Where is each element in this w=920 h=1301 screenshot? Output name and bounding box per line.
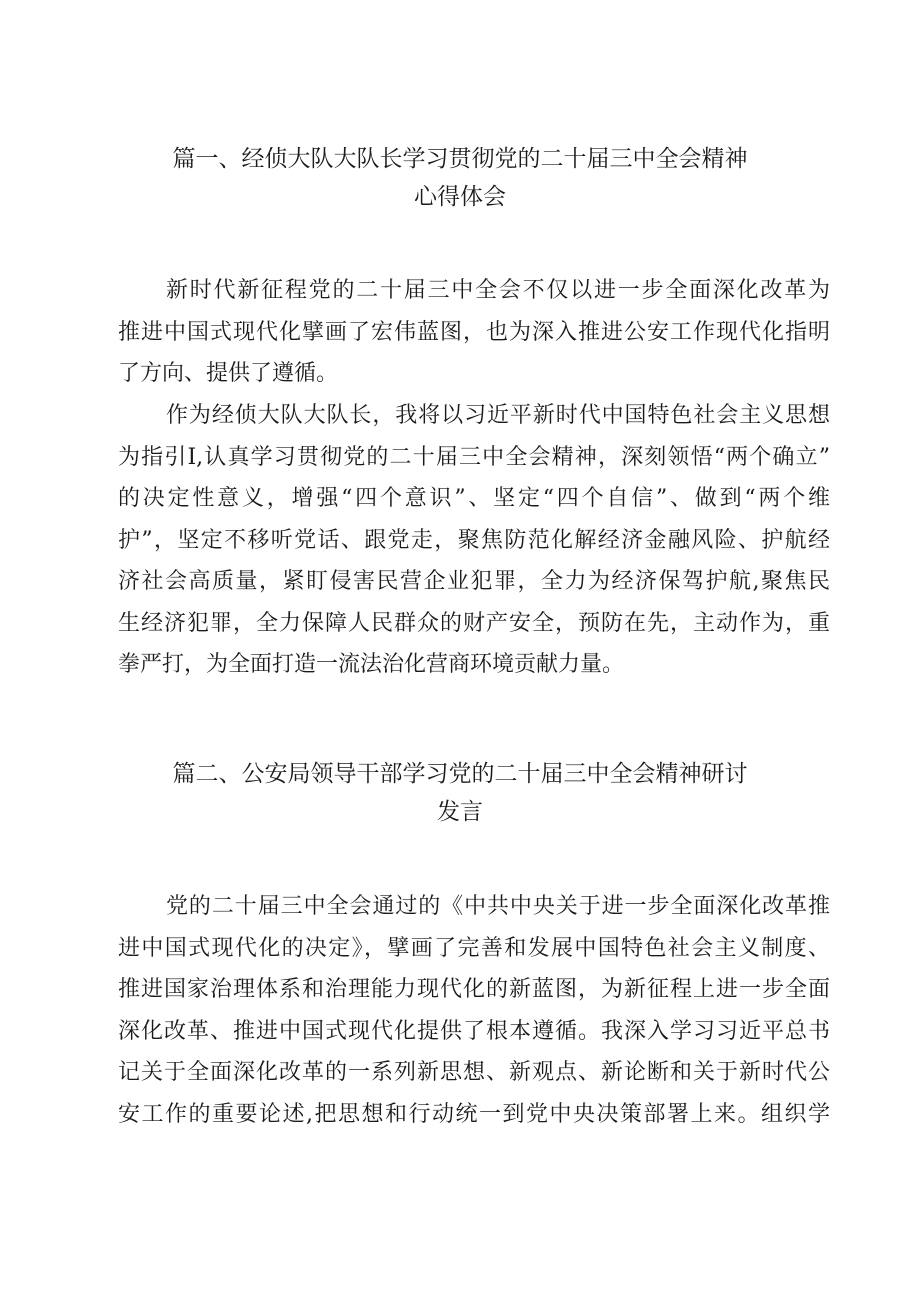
text-line: 护”，坚定不移听党话、跟党走，聚焦防范化解经济金融风险、护航经 [118,527,830,553]
section-1-title-line-1: 篇一、经侦大队大队长学习贯彻党的二十届三中全会精神 [172,146,748,172]
text-line: 推进中国式现代化擘画了宏伟蓝图，也为深入推进公安工作现代化指明 [118,319,830,345]
section-1-title [0,140,920,216]
text-line: 记关于全面深化改革的一系列新思想、新观点、新论断和关于新时代公 [118,1060,830,1085]
section-2-paragraph-1 [118,886,830,1135]
text-line: 作为经侦大队大队长，我将以习近平新时代中国特色社会主义思想 [166,403,830,428]
text-line: 进中国式现代化的决定》，擘画了完善和发展中国特色社会主义制度、 [118,935,830,961]
section-1-paragraph-1 [118,270,830,395]
section-1-title-line-2: 心得体会 [414,184,506,210]
text-line: 推进国家治理体系和治理能力现代化的新蓝图，为新征程上进一步全面 [118,977,830,1002]
text-line: 拳严打，为全面打造一流法治化营商环境贡献力量。 [118,652,625,677]
text-line: 安工作的重要论述,把思想和行动统一到党中央决策部署上来。组织学 [118,1101,830,1127]
text-line: 为指引I,认真学习贯彻党的二十届三中全会精神，深刻领悟“两个确立” [118,444,830,470]
section-2-title-line-1: 篇二、公安局领导干部学习党的二十届三中全会精神研讨 [172,761,748,787]
text-line: 济社会高质量，紧盯侵害民营企业犯罪，全力为经济保驾护航,聚焦民 [118,569,830,594]
section-2-title-line-2: 发言 [437,799,483,825]
text-line: 了方向、提供了遵循。 [118,361,339,386]
text-line: 深化改革、推进中国式现代化提供了根本遵循。我深入学习习近平总书 [118,1018,830,1044]
section-1-paragraph-2 [118,395,830,686]
text-line: 生经济犯罪，全力保障人民群众的财产安全，预防在先，主动作为，重 [118,610,830,636]
text-line: 党的二十届三中全会通过的《中共中央关于进一步全面深化改革推 [166,894,830,919]
text-line: 新时代新征程党的二十届三中全会不仅以进一步全面深化改革为 [166,278,830,303]
section-2-title [0,755,920,831]
text-line: 的决定性意义，增强“四个意识”、坚定“四个自信”、做到“两个维 [118,486,830,511]
